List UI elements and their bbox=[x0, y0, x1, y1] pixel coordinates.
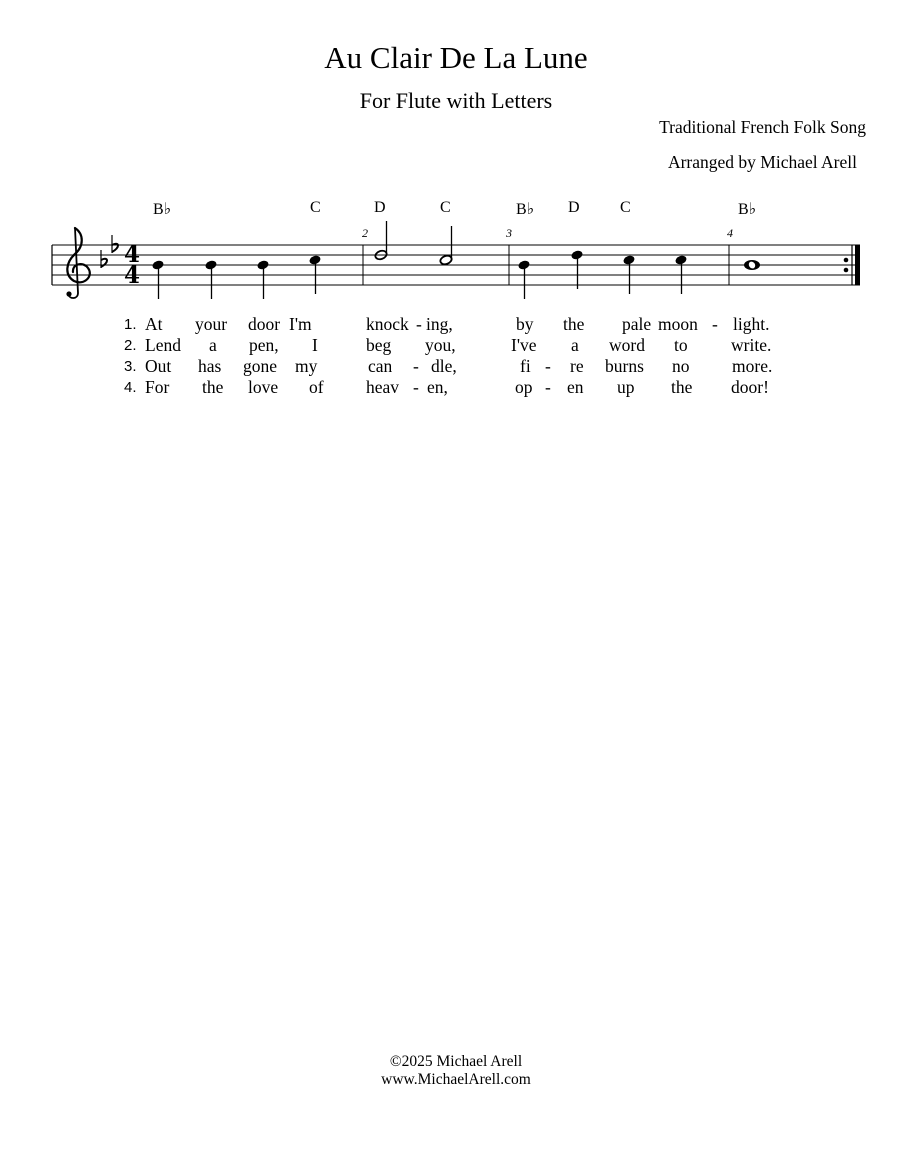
quarter-note bbox=[622, 254, 635, 294]
chord-letter: D bbox=[568, 199, 580, 216]
lyric-syllable: Out bbox=[145, 356, 172, 376]
quarter-note bbox=[517, 259, 530, 299]
time-signature-bottom: 4 bbox=[123, 262, 141, 289]
lyric-syllable: en bbox=[567, 377, 584, 397]
measure-1 bbox=[151, 254, 321, 299]
lyric-syllable: I bbox=[312, 335, 318, 355]
lyric-syllable: I've bbox=[511, 335, 537, 355]
quarter-note bbox=[151, 259, 164, 299]
measure-2 bbox=[374, 221, 453, 266]
lyric-syllable: ing, bbox=[426, 314, 453, 334]
lyric-syllable: gone bbox=[243, 356, 278, 376]
chord-letter: B♭ bbox=[153, 201, 172, 218]
lyric-hyphen: - bbox=[413, 356, 419, 376]
lyric-syllable: write. bbox=[731, 335, 772, 355]
lyric-syllable: knock bbox=[366, 314, 409, 334]
time-signature bbox=[124, 241, 140, 289]
lyric-syllable: beg bbox=[366, 335, 392, 355]
quarter-note bbox=[674, 254, 687, 294]
measure-4 bbox=[744, 260, 760, 270]
lyric-syllable: light. bbox=[733, 314, 770, 334]
chord-letter: D bbox=[374, 199, 386, 216]
lyric-hyphen: - bbox=[545, 356, 551, 376]
lyric-syllable: more. bbox=[732, 356, 773, 376]
time-signature-top: 4 bbox=[123, 241, 141, 268]
lyric-hyphen: - bbox=[413, 377, 419, 397]
score-subtitle: For Flute with Letters bbox=[359, 88, 553, 113]
lyric-syllable: a bbox=[209, 335, 217, 355]
lyric-syllable: dle, bbox=[431, 356, 457, 376]
website-link[interactable]: www.MichaelArell.com bbox=[381, 1071, 531, 1088]
lyric-syllable: has bbox=[198, 356, 222, 376]
lyric-syllable: door! bbox=[731, 377, 769, 397]
lyric-syllable: the bbox=[671, 377, 693, 397]
lyric-syllable: re bbox=[570, 356, 584, 376]
lyric-syllable: moon bbox=[658, 314, 698, 334]
lyric-syllable: to bbox=[674, 335, 688, 355]
lyric-syllable: the bbox=[563, 314, 585, 334]
measure-3 bbox=[517, 249, 687, 299]
half-note bbox=[439, 226, 453, 266]
quarter-note bbox=[256, 259, 269, 299]
lyric-syllable: For bbox=[145, 377, 170, 397]
chord-letter: B♭ bbox=[738, 201, 757, 218]
lyric-syllable: your bbox=[195, 314, 228, 334]
lyric-hyphen: - bbox=[712, 314, 718, 334]
composer-credit: Traditional French Folk Song bbox=[659, 117, 866, 137]
quarter-note bbox=[308, 254, 321, 294]
lyric-syllable: door bbox=[248, 314, 281, 334]
lyric-syllable: no bbox=[672, 356, 690, 376]
chord-letter: C bbox=[440, 199, 451, 216]
lyric-syllable: pen, bbox=[249, 335, 279, 355]
lyric-syllable: pale bbox=[622, 314, 652, 334]
score-title: Au Clair De La Lune bbox=[324, 40, 588, 75]
lyric-syllable: by bbox=[516, 314, 534, 334]
lyric-syllable: the bbox=[202, 377, 224, 397]
lyric-syllable: burns bbox=[605, 356, 644, 376]
lyric-syllable: op bbox=[515, 377, 533, 397]
chord-letter: C bbox=[620, 199, 631, 216]
lyric-syllable: of bbox=[309, 377, 324, 397]
music-staff bbox=[0, 0, 900, 320]
quarter-note bbox=[570, 249, 583, 289]
lyric-syllable: a bbox=[571, 335, 579, 355]
lyric-syllable: I'm bbox=[289, 314, 312, 334]
measure-number: 4 bbox=[727, 226, 733, 240]
verse-number: 1. bbox=[124, 316, 137, 333]
lyric-syllable: heav bbox=[366, 377, 400, 397]
lyric-hyphen: - bbox=[545, 377, 551, 397]
lyric-syllable: word bbox=[609, 335, 645, 355]
measure-number: 2 bbox=[362, 226, 368, 240]
whole-note bbox=[744, 260, 760, 270]
quarter-note bbox=[204, 259, 217, 299]
treble-clef-icon bbox=[66, 228, 89, 298]
arranger-credit: Arranged by Michael Arell bbox=[667, 152, 857, 172]
staff-lines bbox=[52, 245, 860, 285]
lyric-syllable: Lend bbox=[145, 335, 181, 355]
copyright-notice: ©2025 Michael Arell bbox=[389, 1053, 523, 1070]
lyric-syllable: At bbox=[145, 314, 163, 334]
verse-number: 3. bbox=[124, 358, 137, 375]
lyric-syllable: fi bbox=[520, 356, 531, 376]
lyric-syllable: can bbox=[368, 356, 393, 376]
verse-number: 4. bbox=[124, 379, 137, 396]
lyric-syllable: love bbox=[248, 377, 279, 397]
verse-number: 2. bbox=[124, 337, 137, 354]
chord-letter: C bbox=[310, 199, 321, 216]
chord-letter: B♭ bbox=[516, 201, 535, 218]
lyric-syllable: up bbox=[617, 377, 635, 397]
lyric-syllable: my bbox=[295, 356, 318, 376]
measure-number: 3 bbox=[506, 226, 512, 240]
lyric-syllable: en, bbox=[427, 377, 448, 397]
key-signature-flats bbox=[101, 235, 118, 268]
lyric-hyphen: - bbox=[416, 314, 422, 334]
lyric-syllable: you, bbox=[425, 335, 456, 355]
